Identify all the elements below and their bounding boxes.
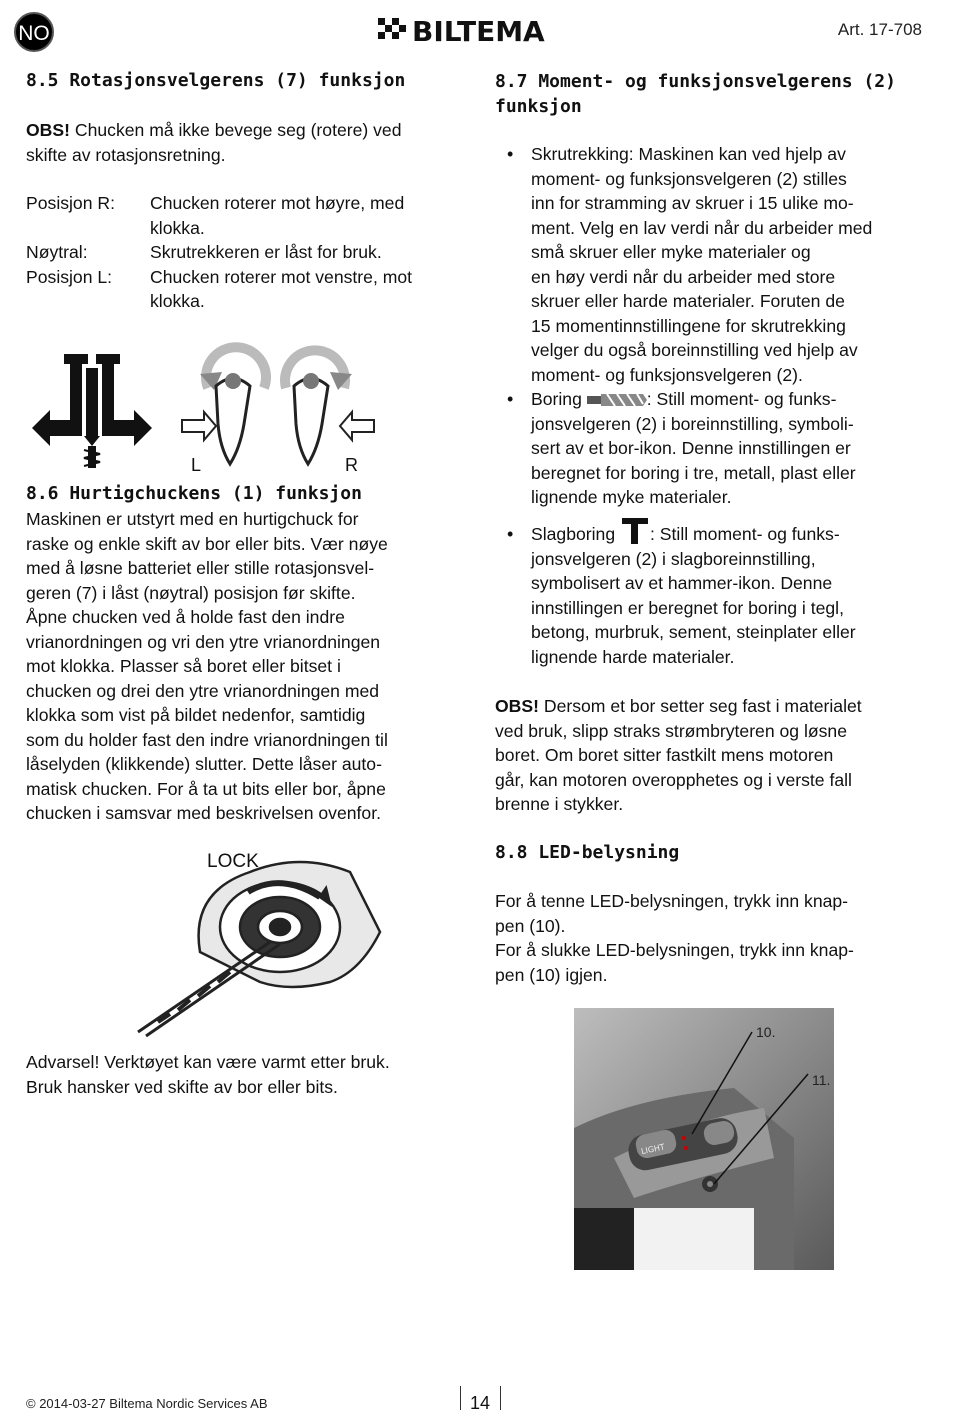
position-label: Posisjon L: [26,266,113,287]
text-line: pen (10) igjen. [495,964,608,985]
text-line: ment. Velg en lav verdi når du arbeider med [531,217,873,238]
text-line: ved bruk, slipp straks strømbryteren og løsne [495,720,847,741]
callout-11: 11. [812,1072,831,1088]
position-label: Posisjon R: [26,193,115,213]
text-line: matisk chucken. For å ta ut bits eller bor, åpne [26,778,386,799]
text-line [495,694,945,719]
label-r: R [345,455,358,475]
text-line: For å slukke LED-belysningen, trykk inn knap- [495,940,854,960]
bullet-lead: Boring [531,389,582,409]
footer-divider [460,1386,461,1410]
text-line: jonsvelgeren (2) i slagboreinnstilling, [531,548,816,569]
bullet-hammer-drilling [497,522,942,669]
text-line: med å løsne batteriet eller stille rotasjonsvel- [26,558,375,578]
text-line: chucken og drei den ytre vrianordningen med [26,680,380,701]
lock-label: LOCK [207,851,259,872]
footer-divider [500,1386,501,1410]
text-line: går, kan motoren overopphetes og i verste fall [495,769,852,790]
svg-text:BILTEMA: BILTEMA [412,16,545,44]
text-line: chucken i samsvar med beskrivelsen ovenfor. [26,803,381,823]
text-line: velger du også boreinnstilling ved hjelp av [531,340,858,360]
position-desc [150,191,404,240]
text-line: lignende harde materialer. [531,646,735,667]
svg-text:LIGHT: LIGHT [640,1142,666,1157]
article-number: Art. 17-708 [837,20,922,39]
text-line: moment- og funksjonsvelgeren (2). [531,364,803,385]
s88-body [495,889,945,987]
copyright: © 2014-03-27 Biltema Nordic Services AB [26,1396,268,1411]
obs-label: OBS! [495,696,539,716]
title-line: 8.7 Moment- og funksjonsvelgerens (2) [495,71,896,92]
text-line: skruer eller harde materialer. Foruten de [531,291,845,311]
hammer-icon [620,516,650,544]
warning-line: Bruk hansker ved skifte av bor eller bits. [26,1076,338,1097]
text-line: sert av et bor-ikon. Denne innstillingen er [531,438,851,458]
text-line: mot klokka. Plasser så boret eller bitset i [26,656,341,676]
label-l: L [191,455,202,475]
section-8-7-title [495,69,896,119]
callout-10: 10. [756,1024,776,1040]
section-8-5-title: 8.5 Rotasjonsvelgerens (7) funksjon [26,70,406,91]
position-desc-line: Chucken roterer mot høyre, med [150,193,405,213]
text-line: jonsvelgeren (2) i boreinnstilling, symboli- [531,413,854,434]
warning-note [26,1050,496,1099]
s87-bullet-hammer [497,522,942,669]
position-label: Nøytral: [26,242,88,262]
drill-chuck-figure [130,832,390,1042]
position-row [26,265,466,314]
text-line: raske og enkle skift av bor eller bits. Vær nøye [26,533,388,554]
text-line: beregnet for boring i tre, metall, plast eller [531,462,856,483]
text-line: betong, murbruk, sement, steinplater eller [531,622,856,642]
s85-obs [26,118,466,167]
bullet-screwdriving [497,142,942,387]
section-8-6-title: 8.6 Hurtigchuckens (1) funksjon [26,483,362,504]
position-row [26,191,466,240]
position-desc: Skrutrekkeren er låst for bruk. [150,242,382,262]
text-line: pen (10). [495,915,566,936]
text-line: brenne i stykker. [495,794,624,814]
text-line: inn for stramming av skruer i 15 ulike mo- [531,193,854,213]
obs-text-2: skifte av rotasjonsretning. [26,144,226,165]
text-line: Maskinen er utstyrt med en hurtigchuck for [26,509,359,529]
text-line: Åpne chucken ved å holde fast den indre [26,607,345,627]
title-line: funksjon [495,96,582,117]
biltema-logo [378,16,584,44]
s87-bullets [497,142,942,510]
s86-body [26,507,476,826]
text-line: klokka som vist på bildet nedenfor, samtidig [26,705,366,725]
text-line: låselyden (klikkende) slutter. Dette låser auto- [26,754,382,774]
position-desc-line: klokka. [150,217,205,238]
obs-text: Chucken må ikke bevege seg (rotere) ved [69,120,402,140]
position-desc [150,265,412,314]
bullet-drilling [497,387,942,510]
s87-obs [495,694,945,817]
text-line: som du holder fast den indre vrianordningen til [26,729,388,750]
text-line: For å tenne LED-belysningen, trykk inn knap- [495,891,849,911]
language-badge: NO [14,12,54,52]
text-line: symbolisert av et hammer-ikon. Denne [531,573,833,593]
text-line: innstillingen er beregnet for boring i tegl, [531,597,844,618]
text-line [531,387,942,412]
drill-bit-icon [587,392,647,408]
warning-line: Advarsel! Verktøyet kan være varmt etter bruk. [26,1052,390,1072]
text-line: lignende myke materialer. [531,487,732,507]
neutral-lock-icon [30,350,160,472]
position-row [26,240,466,265]
bullet-lead: Slagboring [531,524,616,544]
text-line: geren (7) i låst (nøytral) posisjon før skifte. [26,582,356,603]
obs-label: OBS! [26,120,70,140]
text-line: en høy verdi når du arbeider med store [531,266,836,287]
text-line: moment- og funksjonsvelgeren (2) stilles [531,168,847,189]
text-line: boret. Om boret sitter fastkilt mens motoren [495,745,834,765]
bullet-rest: : Still moment- og funks- [650,524,840,544]
section-8-8-title: 8.8 LED-belysning [495,842,680,863]
obs-text: Dersom et bor setter seg fast i materialet [538,696,862,716]
rotation-positions [26,191,466,314]
page-number: 14 [470,1393,491,1413]
text-line: 15 momentinnstillingene for skrutrekking [531,315,846,336]
text-line: vrianordningen og vri den ytre vrianordningen [26,631,381,652]
text-line [531,522,942,547]
position-desc-line: klokka. [150,291,205,311]
led-button-photo [574,1008,834,1270]
text-line: små skruer eller myke materialer og [531,242,811,262]
bullet-rest: : Still moment- og funks- [646,389,837,409]
position-desc-line: Chucken roterer mot venstre, mot [150,266,413,287]
text-line: • Skrutrekking: Maskinen kan ved hjelp av [531,144,846,164]
